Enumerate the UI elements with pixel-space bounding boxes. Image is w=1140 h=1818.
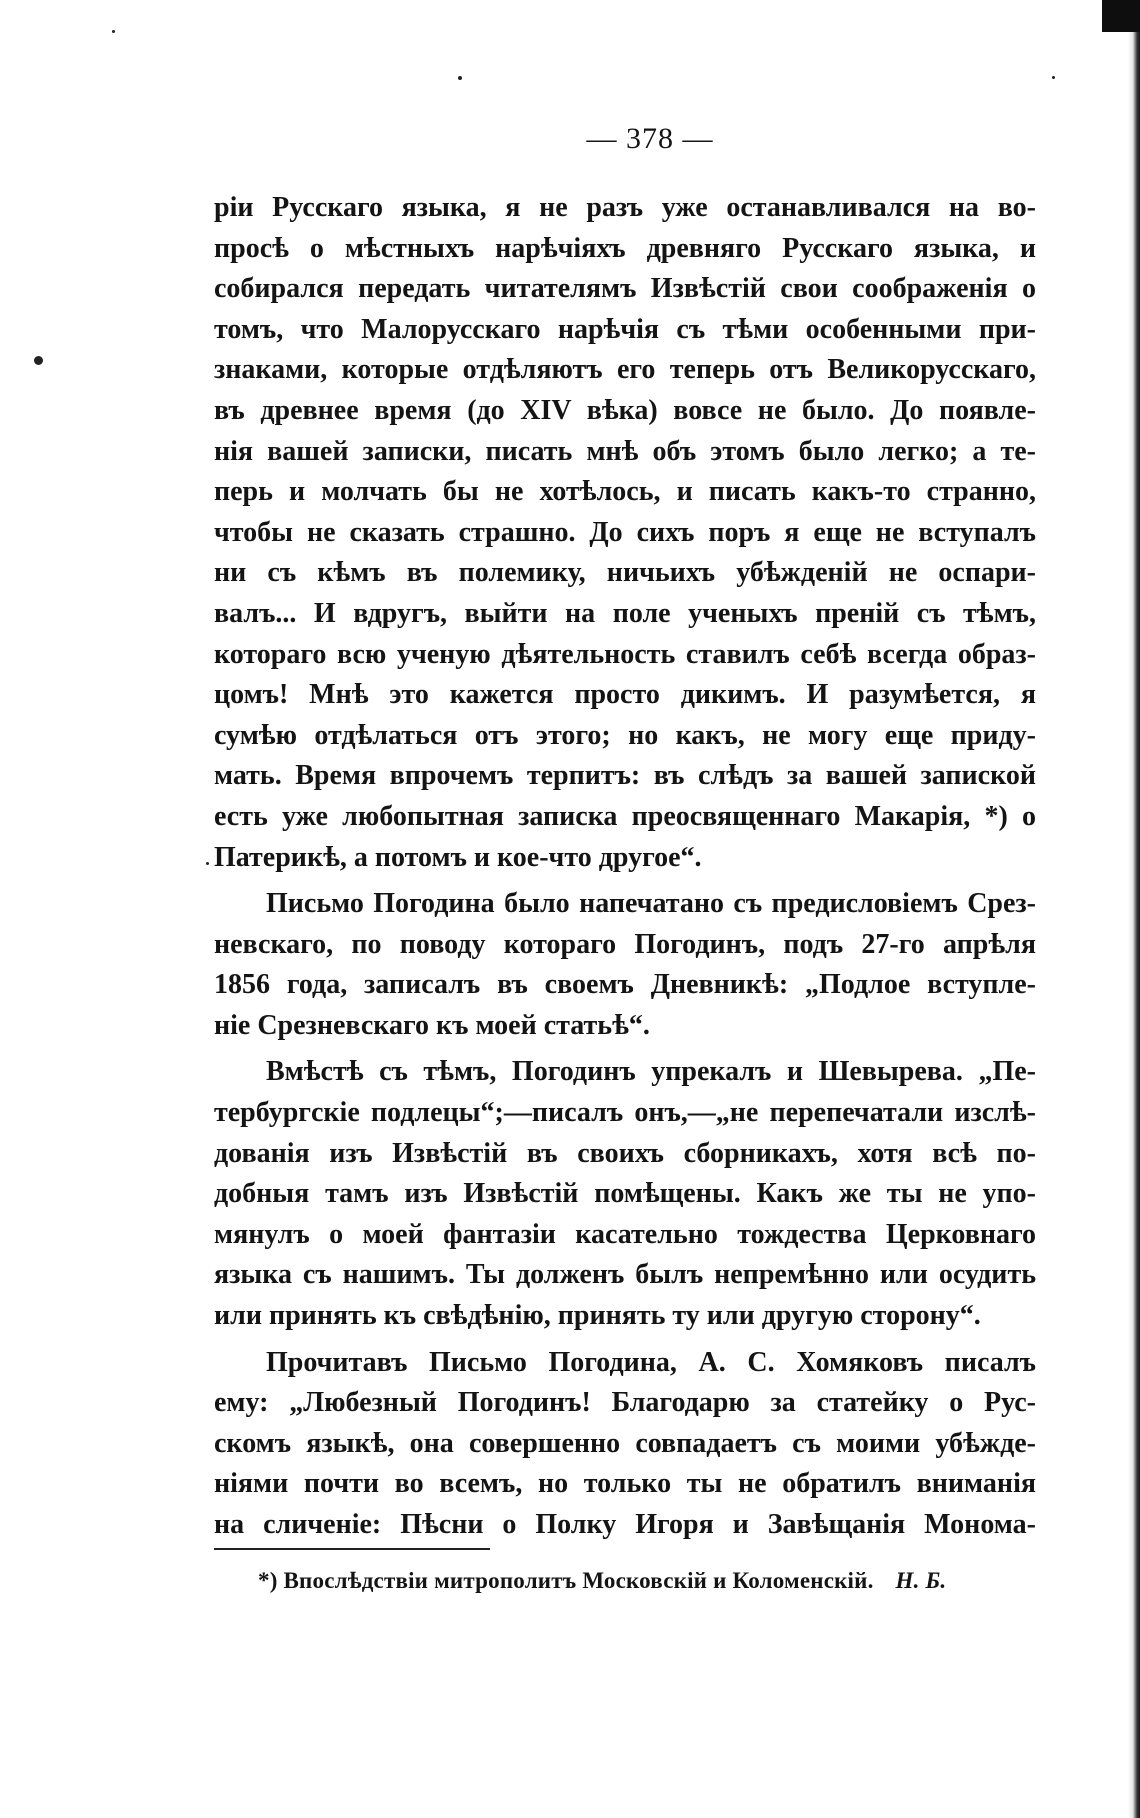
text-line: томъ, что Малорусскаго нарѣчія съ тѣми особенными при- — [214, 313, 1036, 345]
footnote-text: *) Впослѣдствіи митрополитъ Московскій и Коломенскій. — [258, 1568, 874, 1593]
scan-speck — [112, 30, 115, 33]
footnote-signature: Н. Б. — [895, 1568, 947, 1593]
footnote-separator — [214, 1548, 490, 1550]
text-line: ніями почти во всемъ, но только ты не обратилъ вниманія — [214, 1468, 1036, 1500]
text-line: знаками, которые отдѣляютъ его теперь отъ Великорусскаго, — [214, 354, 1036, 386]
text-line: тербургскіе подлецы“;—писалъ онъ,—„не перепечатали изслѣ- — [214, 1097, 1036, 1129]
text-line: сумѣю отдѣлаться отъ этого; но какъ, не могу еще приду- — [214, 719, 1036, 751]
page-edge-shadow — [1128, 0, 1140, 1818]
text-line: или принять къ свѣдѣнію, принять ту или другую сторону“. — [214, 1300, 981, 1332]
paragraph-start-line: Письмо Погодина было напечатано съ предисловіемъ Срез- — [266, 888, 1036, 920]
text-line: ніе Срезневскаго къ моей статьѣ“. — [214, 1009, 650, 1041]
text-line: мать. Время впрочемъ терпитъ: въ слѣдъ за вашей запиской — [214, 760, 1036, 792]
text-line: дованія изъ Извѣстій въ своихъ сборникахъ, хотя всѣ по- — [214, 1137, 1036, 1169]
text-line: ему: „Любезный Погодинъ! Благодарю за статейку о Рус- — [214, 1387, 1036, 1419]
text-line: ни съ кѣмъ въ полемику, ничьихъ убѣжденій не оспари- — [214, 557, 1036, 589]
scan-speck — [34, 356, 43, 365]
text-line: въ древнее время (до XIV вѣка) вовсе не было. До появле- — [214, 394, 1036, 426]
page-number: — 378 — — [586, 122, 714, 155]
text-line: перь и молчать бы не хотѣлось, и писать какъ-то странно, — [214, 476, 1036, 508]
scan-speck — [458, 76, 462, 80]
scan-speck — [1052, 76, 1055, 79]
footnote — [258, 1568, 998, 1594]
text-line: котораго всю ученую дѣятельность ставилъ себѣ всегда образ- — [214, 638, 1036, 670]
page-corner-mark — [1102, 0, 1140, 32]
text-line: мянулъ о моей фантазіи касательно тождества Церковнаго — [214, 1218, 1036, 1250]
text-line: есть уже любопытная записка преосвященнаго Макарія, *) о — [214, 800, 1036, 832]
text-line: добныя тамъ изъ Извѣстій помѣщены. Какъ же ты не упо- — [214, 1178, 1036, 1210]
text-line: 1856 года, записалъ въ своемъ Дневникѣ: „Подлое вступле- — [214, 969, 1036, 1001]
scan-speck — [206, 862, 209, 865]
paragraph-start-line: Прочитавъ Письмо Погодина, А. С. Хомяковъ писалъ — [266, 1346, 1036, 1378]
paragraph-start-line: Вмѣстѣ съ тѣмъ, Погодинъ упрекалъ и Шевырева. „Пе- — [266, 1056, 1036, 1088]
text-line: ріи Русскаго языка, я не разъ уже останавливался на во- — [214, 192, 1036, 223]
text-line: собирался передать читателямъ Извѣстій свои соображенія о — [214, 273, 1036, 305]
text-line: скомъ языкѣ, она совершенно совпадаетъ съ моими убѣжде- — [214, 1427, 1036, 1459]
text-line: нія вашей записки, писать мнѣ объ этомъ было легко; а те- — [214, 435, 1036, 467]
text-line: Патерикѣ, а потомъ и кое-что другое“. — [214, 841, 702, 873]
text-line: языка съ нашимъ. Ты долженъ былъ непремѣнно или осудить — [214, 1259, 1036, 1291]
text-line: на сличеніе: Пѣсни о Полку Игоря и Завѣщанія Монома- — [214, 1509, 1036, 1540]
body-text — [214, 188, 1036, 1546]
text-line: просѣ о мѣстныхъ нарѣчіяхъ древняго Русскаго языка, и — [214, 232, 1036, 264]
text-line: валъ... И вдругъ, выйти на поле ученыхъ преній съ тѣмъ, — [214, 597, 1036, 629]
text-line: цомъ! Мнѣ это кажется просто дикимъ. И разумѣется, я — [214, 679, 1036, 711]
text-line: невскаго, по поводу котораго Погодинъ, подъ 27-го апрѣля — [214, 928, 1036, 960]
text-line: чтобы не сказать страшно. До сихъ поръ я еще не вступалъ — [214, 516, 1036, 548]
